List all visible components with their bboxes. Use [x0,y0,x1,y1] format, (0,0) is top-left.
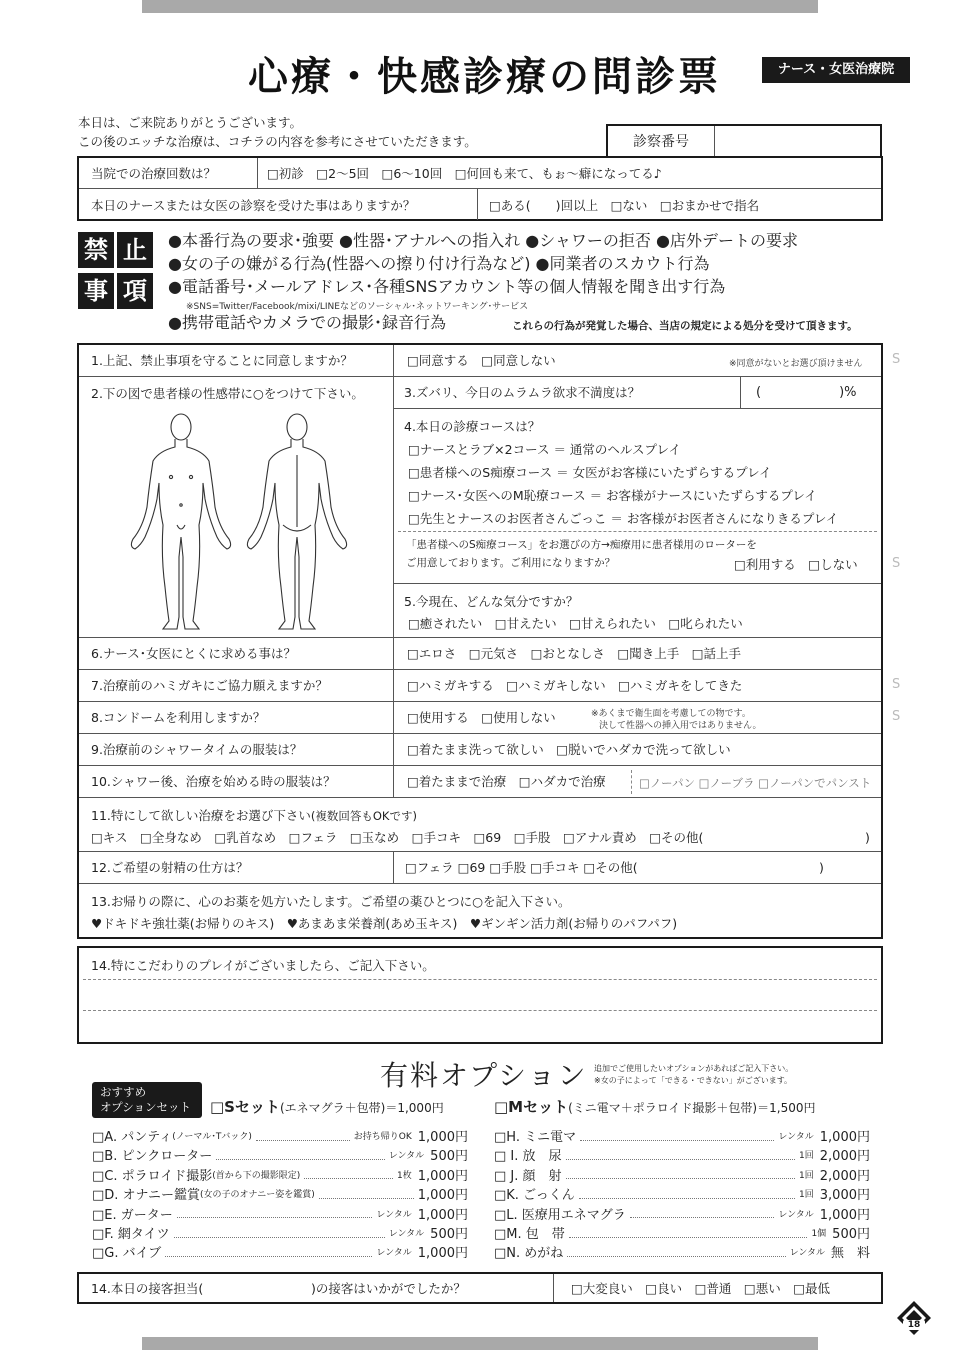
option-unit: レンタル [388,1229,425,1239]
staff-rating-options[interactable]: □大変良い □良い □普通 □悪い □最低 [571,1281,831,1296]
option-detail: (ノーマル･Tバック) [172,1132,252,1142]
option-unit: 1回 [799,1170,814,1181]
options-note-2: ※女の子によって「できる・できない」がございます。 [594,1076,793,1085]
option-unit: レンタル [376,1209,412,1220]
q6-row [79,638,881,670]
exam-number-field[interactable] [715,126,880,158]
q14-label: 14.特にこだわりのプレイがございましたら、ご記入下さい。 [91,958,435,973]
sns-note: ※SNS=Twitter/Facebook/mixi/LINEなどのソーシャル･ネットワーキング･サービス [186,302,529,312]
dot-leader [630,1208,775,1218]
option-price: 3,000円 [819,1188,870,1204]
option-price: 2,000円 [819,1168,870,1184]
clinic-badge: ナース・女医治療院 [762,57,910,83]
q12-row [79,852,881,884]
q12-label: 12.ご希望の射精の仕方は？ [91,860,249,875]
q3-label: 3.ズバリ、今日のムラムラ欲求不満度は？ [404,385,641,400]
option-item[interactable] [92,1224,468,1241]
q8-options[interactable]: □使用する □使用しない [407,710,556,725]
q10-row [79,766,881,798]
option-unit: レンタル [789,1248,825,1259]
option-name: □C. ポラロイド撮影 [92,1168,213,1184]
greeting-line-2: この後のエッチな治療は、コチラの内容を参考にさせていただきます。 [78,134,477,149]
options-title: 有料オプション [380,1059,588,1092]
dot-leader [319,1189,414,1199]
option-price: 1,000円 [417,1168,468,1184]
s-set-description: (エネマグラ＋包帯)＝1,000円 [279,1101,444,1115]
q13-options[interactable]: ♥ドキドキ強壮薬(お帰りのキス) ♥あまあま栄養剤(あめ玉キス) ♥ギンギン活力剤(お帰りのパフパフ) [91,916,678,931]
q13-row [79,884,881,937]
q7-label: 7.治療前のハミガキにご協力願えますか？ [91,678,328,693]
option-detail: (女の子のオナニー姿を鑑賞) [200,1190,315,1201]
q10-label: 10.シャワー後、治療を始める時の服装は？ [91,774,336,789]
previous-exam-options[interactable]: □ある( )回以上 □ない □おまかせで指名 [489,198,760,213]
option-unit: レンタル [778,1209,814,1220]
previous-exam-row [79,189,881,220]
q4-option-1[interactable]: □ナースとラブ×2コース ＝ 通常のヘルスプレイ [408,442,681,457]
option-name: □L. 医療用エネマグラ [494,1207,626,1223]
q1-options[interactable]: □同意する □同意しない [407,353,556,368]
option-unit: 1回 [799,1151,814,1162]
staff-rating-suffix: )の接客はいかがでしたか？ [311,1281,466,1296]
exam-number-box [606,124,882,158]
option-name: □B. ピンクローター [92,1149,213,1165]
option-item[interactable] [494,1243,870,1260]
option-set-badge-line-2: オプションセット [100,1100,191,1114]
q4-sub-text-1: 「患者様へのS痴療コース」をお選びの方→痴療用に患者様用のローターを [406,539,757,551]
q2-label: 2.下の図で患者様の性感帯に○をつけて下さい。 [91,386,364,401]
option-price: 2,000円 [819,1149,870,1165]
option-price: 1,000円 [417,1130,468,1145]
visit-count-label: 当院での治療回数は？ [91,166,217,181]
questionnaire-form [77,343,883,939]
s-mark-q1: S [892,352,901,367]
option-item[interactable] [494,1205,870,1222]
option-item[interactable] [92,1166,468,1183]
option-item[interactable] [494,1224,870,1241]
option-name: □F. 網タイツ [92,1227,170,1242]
q8-note-2: 決して性器への挿入用ではありません。 [599,721,762,731]
q13-label: 13.お帰りの際に、心のお薬を処方いたします。ご希望の薬ひとつに○を記入下さい。 [91,894,571,909]
q11-multi-note: (複数回答もOKです) [310,809,417,823]
prohibited-kanji-2: 止 [117,232,153,268]
option-unit: 1回 [799,1190,814,1201]
option-name: □E. ガーター [92,1207,173,1223]
dot-leader [580,1131,774,1141]
dot-leader [174,1228,385,1238]
page-number: 18 [903,1320,925,1330]
penalty-note: これらの行為が発覚した場合、当店の規定による処分を受けて頂きます。 [512,320,858,332]
q7-row [79,670,881,702]
dot-leader [165,1247,372,1257]
option-unit: お持ち帰りOK [353,1132,412,1142]
option-item[interactable] [92,1127,468,1144]
dot-leader [579,1189,795,1199]
q1-note: ※同意がないとお選び頂けません [729,359,863,369]
option-item[interactable] [494,1185,870,1202]
q4-sub-text-2: ご用意しております。ご利用になりますか？ [406,557,616,569]
option-unit: レンタル [778,1132,814,1142]
option-price: 1,000円 [819,1207,870,1223]
staff-name-field[interactable] [227,1276,307,1300]
option-price: 1,000円 [417,1188,468,1204]
q1-label: 1.上記、禁止事項を守ることに同意しますか？ [91,353,353,368]
prohibited-line-3: ●電話番号･メールアドレス･各種SNSアカウント等の個人情報を聞き出す行為 [168,277,726,296]
options-note-1: 追加でご使用したいオプションがあればご記入下さい。 [594,1064,794,1073]
option-price: 1,000円 [417,1246,468,1262]
prohibited-kanji-3: 事 [78,273,114,309]
q4-option-2[interactable]: □患者様へのS痴療コース ＝ 女医がお客様にいたずらするプレイ [408,465,772,480]
option-name: □A. パンティ [92,1130,173,1145]
q6-options[interactable]: □エロさ □元気さ □おとなしさ □聞き上手 □話上手 [407,646,742,661]
q9-options[interactable]: □着たまま洗って欲しい □脱いでハダカで洗って欲しい [407,742,731,757]
visit-count-options[interactable]: □初診 □2～5回 □6～10回 □何回も来て、もぉ～癖になってる♪ [267,166,662,181]
q4-option-3[interactable]: □ナース･女医へのM恥療コース ＝ お客様がナースにいたずらするプレイ [408,488,817,503]
q9-label: 9.治療前のシャワータイムの服装は？ [91,742,303,757]
dot-leader [566,1169,796,1179]
s-set-option[interactable]: □Sセット(エネマグラ＋包帯)＝1,000円 [210,1098,444,1116]
option-price: 500円 [430,1149,468,1165]
s-mark-q4: S [892,556,901,571]
option-name: □M. 包 帯 [494,1227,565,1242]
option-name: □ J. 顔 射 [494,1168,562,1184]
exam-number-label: 診察番号 [608,126,715,158]
q5-options[interactable]: □癒されたい □甘えたい □甘えられたい □叱られたい [408,616,743,631]
q4-option-4[interactable]: □先生とナースのお医者さんごっこ ＝ お客様がお医者さんになりきるプレイ [408,511,839,526]
option-price: 1,000円 [417,1207,468,1223]
prohibited-kanji-1: 禁 [78,232,114,268]
q11-row [79,798,881,852]
prohibited-kanji-4: 項 [117,273,153,309]
option-item[interactable] [92,1185,468,1202]
option-name: □ I. 放 尿 [494,1149,562,1165]
option-item[interactable] [92,1146,468,1163]
q4-label: 4.本日の診療コースは？ [404,419,541,434]
q3-percentage-field[interactable]: ( )% [756,385,857,400]
q10-sub-options[interactable]: □ノーパン □ノーブラ □ノーパンでパンスト [639,776,872,790]
visit-count-row [79,158,881,189]
option-item[interactable] [92,1243,468,1260]
option-item[interactable] [494,1166,870,1183]
option-price: 無 料 [830,1246,870,1262]
s-mark-q8: S [892,709,901,724]
prohibited-line-4: ●携帯電話やカメラでの撮影･録音行為 [168,313,446,332]
option-name: □H. ミニ電マ [494,1130,577,1145]
option-item[interactable] [494,1127,870,1144]
option-name: □G. バイブ [92,1246,162,1262]
dot-leader [177,1208,373,1218]
q7-options[interactable]: □ハミガキする □ハミガキしない □ハミガキをしてきた [407,678,743,693]
q6-label: 6.ナース･女医にとくに求める事は？ [91,646,297,661]
dot-leader [216,1150,385,1160]
m-set-option[interactable]: □Mセット(ミニ電マ＋ポラロイド撮影＋包帯)＝1,500円 [494,1098,816,1116]
prohibited-line-2: ●女の子の嫌がる行為(性器への擦り付け行為など) ●同業者のスカウト行為 [168,254,710,273]
option-price: 500円 [832,1227,870,1242]
q12-options[interactable]: □フェラ □69 □手股 □手コキ □その他( [405,860,638,875]
visit-history-box [77,156,883,221]
option-unit: 1個 [811,1229,827,1239]
dot-leader [569,1228,808,1238]
q11-close-paren: ) [865,830,870,845]
special-requests-box [77,946,883,1044]
staff-rating-box [77,1272,883,1304]
q4-sub-options[interactable]: □利用する □しない [734,557,858,572]
option-name: □D. オナニー鑑賞 [92,1188,201,1204]
greeting-line-1: 本日は、ご来院ありがとうございます。 [78,115,303,130]
q11-options[interactable]: □キス □全身なめ □乳首なめ □フェラ □玉なめ □手コキ □69 □手股 □アナル責め □その他( [91,830,704,845]
option-name: □N. めがね [494,1246,564,1262]
option-detail: (首から下の撮影限定) [212,1170,301,1181]
top-bar [142,0,818,13]
option-unit: レンタル [388,1151,425,1162]
option-name: □K. ごっくん [494,1188,575,1204]
dot-leader [566,1150,796,1160]
previous-exam-label: 本日のナースまたは女医の診察を受けた事はありますか？ [91,198,416,213]
q11-label: 11.特にして欲しい治療をお選び下さい(複数回答もOKです) [91,808,417,823]
bottom-bar [142,1337,818,1350]
q8-label: 8.コンドームを利用しますか？ [91,710,266,725]
page-number-emblem [896,1300,932,1336]
page-title: 心療・快感診療の問診票 [248,54,721,100]
s-mark-q7: S [892,677,901,692]
option-unit: レンタル [376,1248,412,1259]
option-set-badge [92,1082,202,1118]
dot-leader [256,1131,350,1141]
q5-label: 5.今現在、どんな気分ですか？ [404,594,579,609]
q8-row [79,702,881,734]
special-requests-field[interactable] [83,980,877,1040]
option-price: 500円 [430,1227,468,1242]
dot-leader [567,1247,785,1257]
q9-row [79,734,881,766]
q8-note-1: ※あくまで衛生面を考慮しての物です。 [591,709,751,719]
m-set-description: (ミニ電マ＋ポラロイド撮影＋包帯)＝1,500円 [568,1101,816,1115]
option-unit: 1枚 [397,1170,412,1181]
q10-options[interactable]: □着たままで治療 □ハダカで治療 [407,774,606,789]
dot-leader [304,1169,393,1179]
option-item[interactable] [494,1146,870,1163]
option-item[interactable] [92,1205,468,1222]
q12-close-paren: ) [819,860,824,875]
option-set-badge-line-1: おすすめ [100,1085,147,1099]
prohibited-line-1: ●本番行為の要求･強要 ●性器･アナルへの指入れ ●シャワーの拒否 ●店外デートの要求 [168,231,798,250]
staff-rating-prefix: 14.本日の接客担当( [91,1281,204,1296]
option-price: 1,000円 [819,1130,870,1145]
